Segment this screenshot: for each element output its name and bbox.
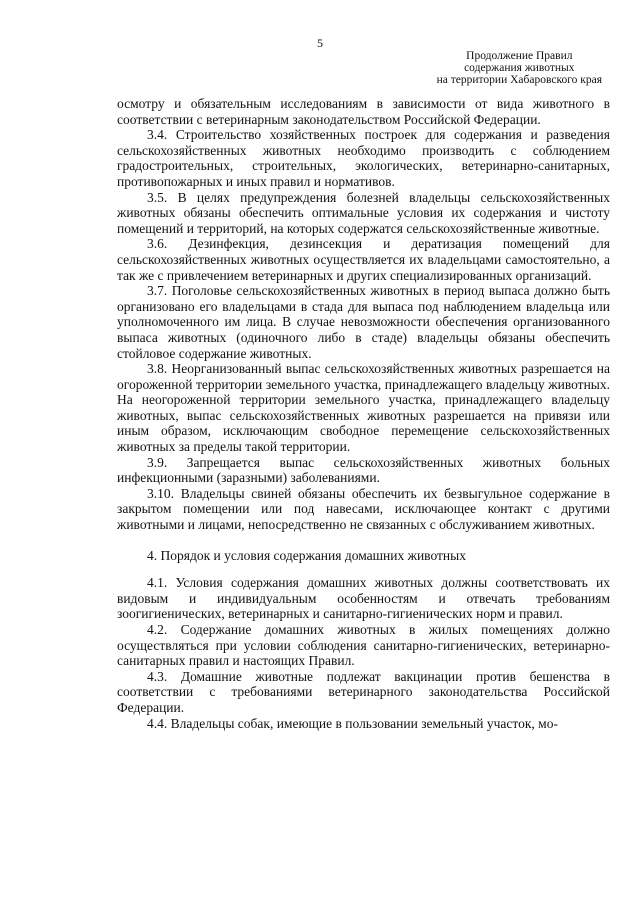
running-head-line: содержания животных	[464, 62, 575, 74]
paragraph-3-9: 3.9. Запрещается выпас сельскохозяйственных животных больных инфекционными (заразными) заболеваниями.	[117, 454, 610, 486]
running-head-line: на территории Хабаровского края	[436, 74, 602, 86]
paragraph-3-8: 3.8. Неорганизованный выпас сельскохозяйственных животных разрешается на огороженной территории земельного участка, принадлежащего владельцу животных. На неогороженной территории земельного участка, принадлежащего владельцу животных, выпас сельскохозяйственных животных разрешается на привязи или иным образом, исключающим свободное перемещение сельскохозяйственных животных за пределы такой территории.	[117, 361, 610, 455]
paragraph-4-3: 4.3. Домашние животные подлежат вакцинации против бешенства в соответствии с требованиями ветеринарного законодательства Российской Федерации.	[117, 668, 610, 715]
running-head-line: Продолжение Правил	[466, 50, 573, 62]
running-head	[437, 50, 602, 86]
paragraph-continuation: осмотру и обязательным исследованиям в зависимости от вида животного в соответствии с ветеринарным законодательством Российской Федерации.	[117, 96, 610, 127]
paragraph-3-10: 3.10. Владельцы свиней обязаны обеспечить их безвыгульное содержание в закрытом помещении или под навесами, исключающее контакт с другими животными и лицами, непосредственно не связанных с обслуживанием животных.	[117, 485, 610, 533]
document-body	[117, 96, 610, 731]
paragraph-4-1: 4.1. Условия содержания домашних животных должны соответствовать их видовым и индивидуальным особенностям и отвечать требованиям зоогигиенических, ветеринарных и санитарно-гигиенических норм и правил.	[117, 575, 610, 622]
paragraph-3-6: 3.6. Дезинфекция, дезинсекция и дератизация помещений для сельскохозяйственных животных осуществляется их владельцами самостоятельно, а так же с привлечением ветеринарных и других специализированных организаций.	[117, 236, 610, 283]
paragraph-4-4: 4.4. Владельцы собак, имеющие в пользовании земельный участок, мо-	[147, 715, 558, 731]
section-4-heading: 4. Порядок и условия содержания домашних животных	[147, 547, 466, 563]
page-number: 5	[317, 36, 323, 50]
paragraph-3-7: 3.7. Поголовье сельскохозяйственных животных в период выпаса должно быть организовано его владельцами в стада для выпаса под наблюдением владельца или уполномоченного им лица. В случае невозможности обеспечения организованного выпаса животных (одиночного либо в стаде) владельцы обязаны обеспечить стойловое содержание животных.	[117, 283, 610, 361]
paragraph-4-2: 4.2. Содержание домашних животных в жилых помещениях должно осуществляться при условии соблюдения санитарно-гигиенических, ветеринарно-санитарных правил и настоящих Правил.	[117, 622, 610, 669]
paragraph-3-4: 3.4. Строительство хозяйственных построек для содержания и разведения сельскохозяйственных животных необходимо производить с соблюдением градостроительных, строительных, экологических, ветеринарно-санитарных, противопожарных и иных правил и нормативов.	[117, 127, 610, 189]
paragraph-3-5: 3.5. В целях предупреждения болезней владельцы сельскохозяйственных животных обязаны обеспечить оптимальные условия их содержания и чистоту помещений и территорий, на которых содержатся сельскохозяйственные животные.	[117, 189, 610, 236]
